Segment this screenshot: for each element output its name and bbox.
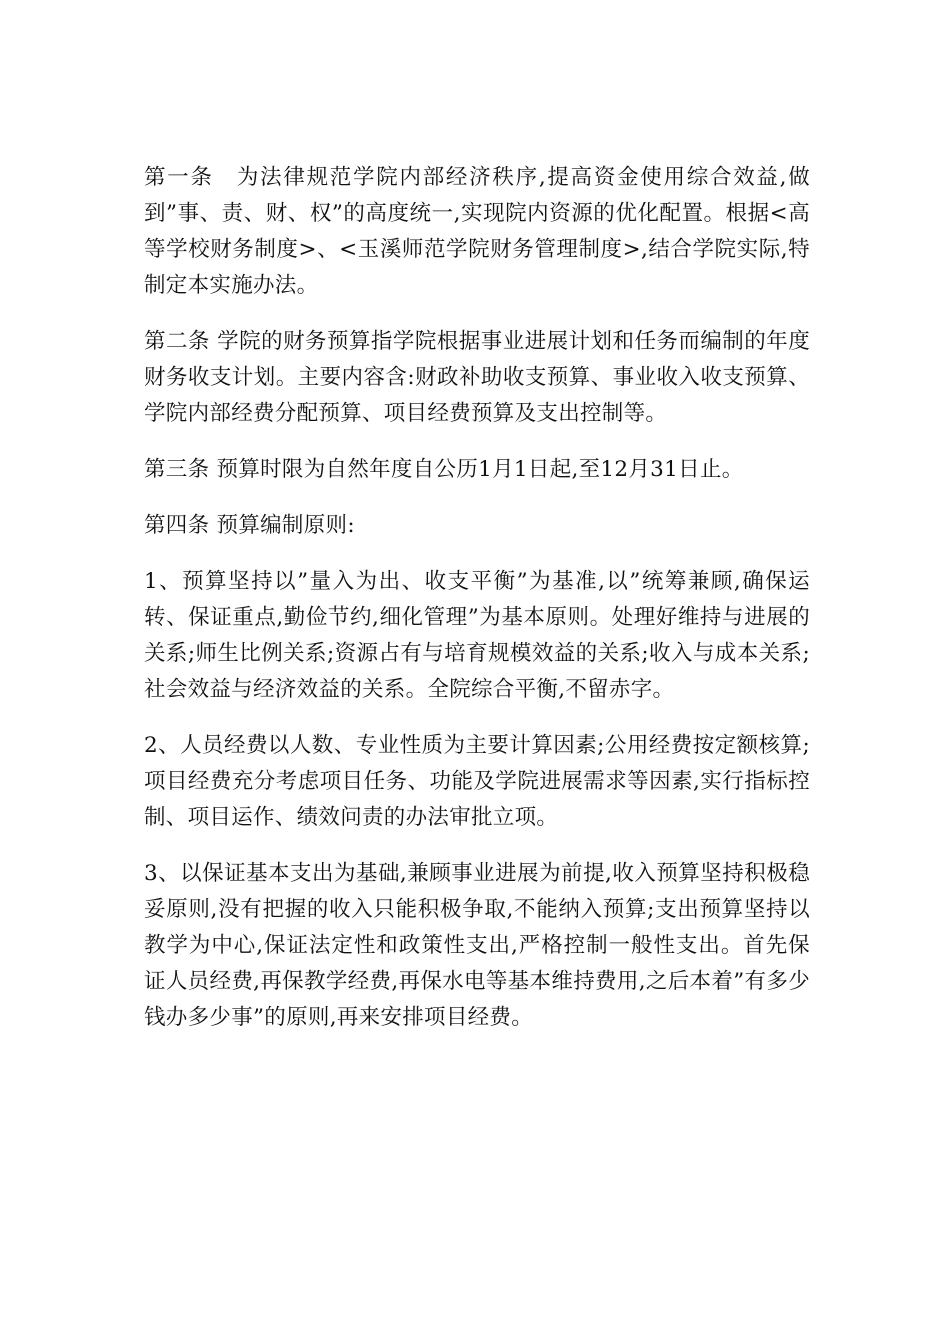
- article-1-paragraph: 第一条 为法律规范学院内部经济秩序,提高资金使用综合效益,做到”事、责、财、权”的高度统一,实现院内资源的优化配置。根据<高等学校财务制度>、<玉溪师范学院财务管理制度>,结合学院实际,特制定本实施办法。: [144, 165, 810, 298]
- principle-2-paragraph: 2、人员经费以人数、专业性质为主要计算因素;公用经费按定额核算;项目经费充分考虑项目任务、功能及学院进展需求等因素,实行指标控制、项目运作、绩效问责的办法审批立项。: [144, 733, 810, 830]
- article-4-heading: 第四条 预算编制原则:: [144, 513, 355, 538]
- article-2-paragraph: 第二条 学院的财务预算指学院根据事业进展计划和任务而编制的年度财务收支计划。主要内容含:财政补助收支预算、事业收入收支预算、学院内部经费分配预算、项目经费预算及支出控制等。: [144, 329, 810, 426]
- article-3-paragraph: 第三条 预算时限为自然年度自公历1月1日起,至12月31日止。: [144, 457, 744, 482]
- principle-3-paragraph: 3、以保证基本支出为基础,兼顾事业进展为前提,收入预算坚持积极稳妥原则,没有把握的收入只能积极争取,不能纳入预算;支出预算坚持以教学为中心,保证法定性和政策性支出,严格控制一般性支出。首先保证人员经费,再保教学经费,再保水电等基本维持费用,之后本着”有多少钱办多少事”的原则,再来安排项目经费。: [144, 861, 810, 1030]
- principle-1-paragraph: 1、预算坚持以”量入为出、收支平衡”为基准,以”统筹兼顾,确保运转、保证重点,勤俭节约,细化管理”为基本原则。处理好维持与进展的关系;师生比例关系;资源占有与培育规模效益的关系;收入与成本关系;社会效益与经济效益的关系。全院综合平衡,不留赤字。: [144, 569, 810, 702]
